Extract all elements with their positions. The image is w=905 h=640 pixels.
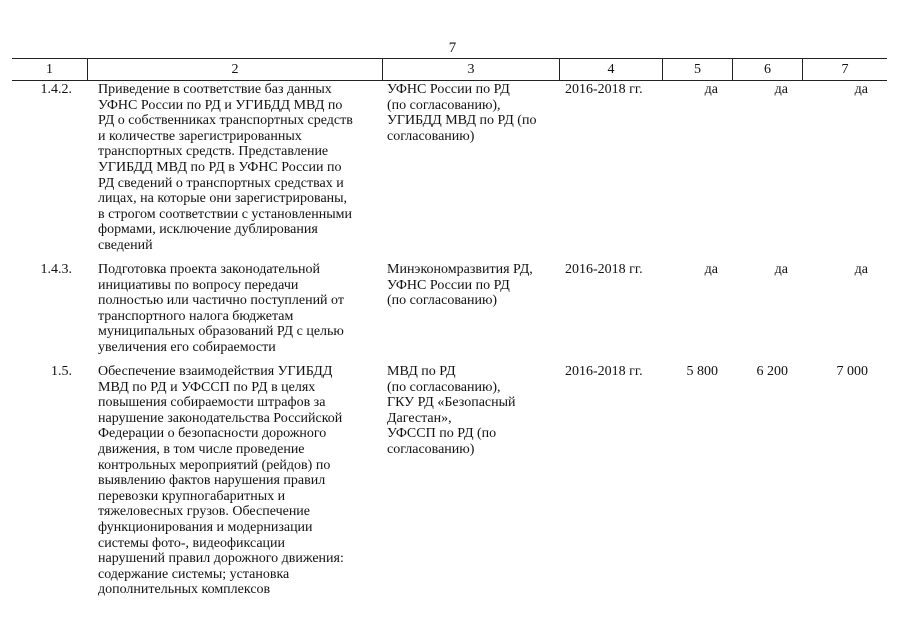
row-value-2016: да bbox=[704, 82, 718, 97]
row-value-2017: да bbox=[774, 82, 788, 97]
row-value-2017: 6 200 bbox=[756, 364, 788, 379]
row-description: Приведение в соответствие баз данных УФНС России по РД и УГИБДД МВД по РД о собственниках транспортных средств и количестве зарегистрированных транспортных средств. Представление УГИБДД МВД по РД в УФНС России по РД сведений о транспортных средствах и лицах, на которые они зарегистрированы, в строгом соответствии с установленными формами, исключение дублирования сведений bbox=[98, 82, 353, 253]
row-responsible: УФНС России по РД (по согласованию), УГИБДД МВД по РД (по согласованию) bbox=[387, 82, 537, 144]
header-col-3: 3 bbox=[382, 59, 559, 80]
header-col-7: 7 bbox=[802, 59, 887, 80]
row-period: 2016-2018 гг. bbox=[565, 262, 643, 277]
row-responsible: Минэкономразвития РД, УФНС России по РД (по согласованию) bbox=[387, 262, 533, 309]
row-value-2016: да bbox=[704, 262, 718, 277]
table-header bbox=[12, 58, 887, 81]
page-number: 7 bbox=[448, 40, 457, 56]
row-number: 1.4.3. bbox=[40, 262, 72, 277]
row-value-2018: 7 000 bbox=[836, 364, 868, 379]
row-value-2017: да bbox=[774, 262, 788, 277]
row-period: 2016-2018 гг. bbox=[565, 364, 643, 379]
header-col-2: 2 bbox=[87, 59, 382, 80]
header-col-5: 5 bbox=[662, 59, 732, 80]
row-value-2016: 5 800 bbox=[686, 364, 718, 379]
row-description: Обеспечение взаимодействия УГИБДД МВД по РД и УФССП по РД в целях повышения собираемости штрафов за нарушение законодательства Российской Федерации о безопасности дорожного движения, в том числе проведение контрольных мероприятий (рейдов) по выявлению фактов нарушения правил перевозки крупногабаритных и тяжеловесных грузов. Обеспечение функционирования и модернизации системы фото-, видеофиксации нарушений правил дорожного движения: содержание системы; установка дополнительных комплексов bbox=[98, 364, 344, 598]
row-period: 2016-2018 гг. bbox=[565, 82, 643, 97]
row-number: 1.4.2. bbox=[40, 82, 72, 97]
header-col-1: 1 bbox=[46, 62, 53, 77]
header-col-6: 6 bbox=[732, 59, 802, 80]
plan-table bbox=[12, 58, 887, 598]
row-number: 1.5. bbox=[51, 364, 72, 379]
row-value-2018: да bbox=[854, 262, 868, 277]
row-description: Подготовка проекта законодательной инициативы по вопросу передачи полностью или частично поступлений от транспортного налога бюджетам муниципальных образований РД с целью увеличения его собираемости bbox=[98, 262, 344, 355]
header-col-4: 4 bbox=[559, 59, 662, 80]
row-value-2018: да bbox=[854, 82, 868, 97]
row-responsible: МВД по РД (по согласованию), ГКУ РД «Безопасный Дагестан», УФССП по РД (по согласованию) bbox=[387, 364, 516, 457]
